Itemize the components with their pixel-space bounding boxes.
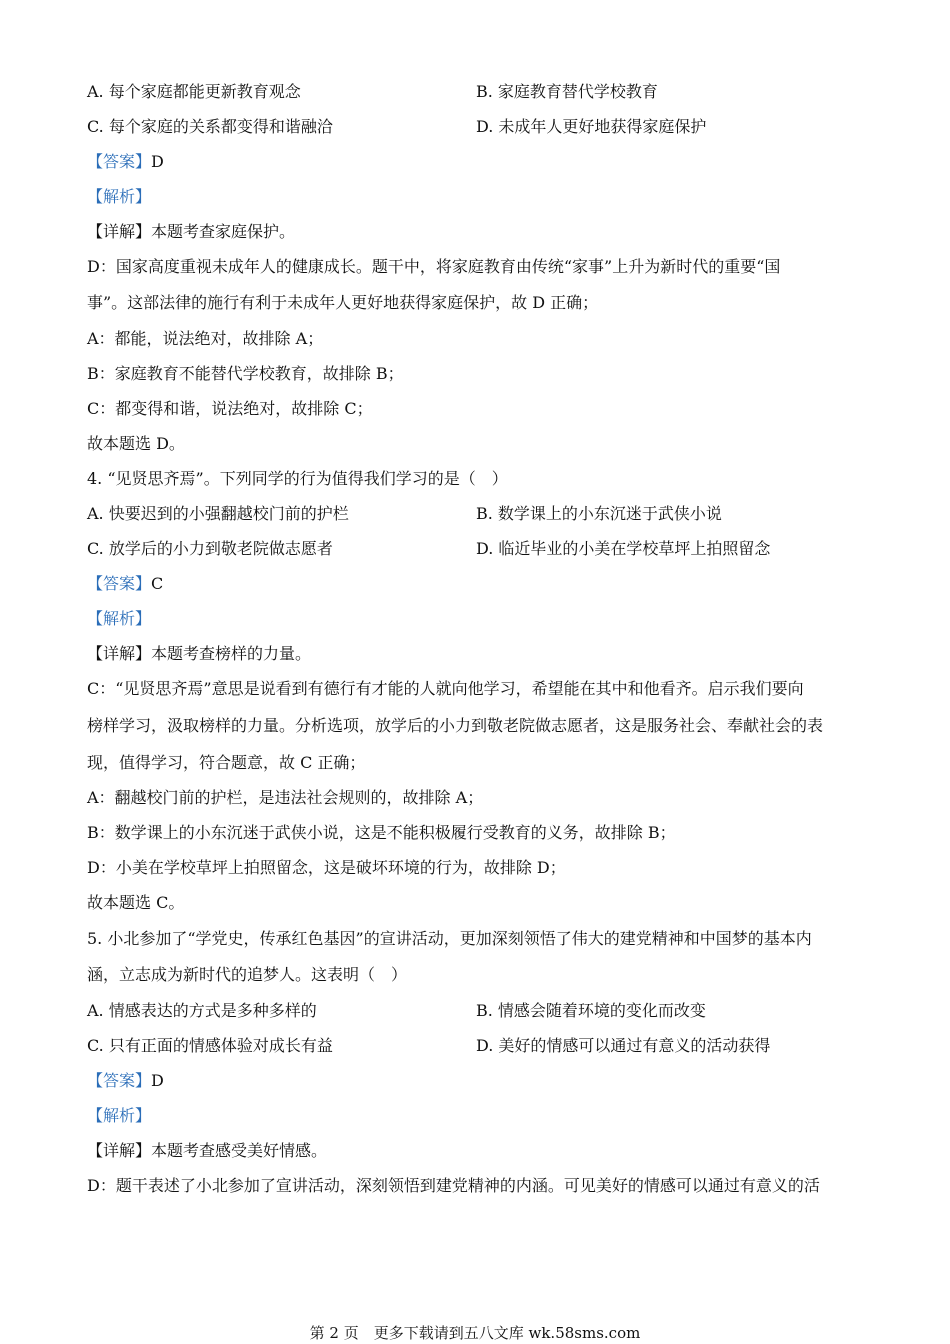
- q4-option-d: D. 临近毕业的小美在学校草坪上拍照留念: [476, 539, 771, 558]
- q3-detail: 【详解】本题考查家庭保护。: [87, 222, 296, 241]
- q3-analysis-label: 【解析】: [87, 187, 152, 206]
- q5-stem-line: 涵，立志成为新时代的追梦人。这表明（ ）: [87, 965, 408, 984]
- q5-answer: [87, 1070, 164, 1092]
- q3-explanation-line: B：家庭教育不能替代学校教育，故排除 B；: [87, 364, 404, 383]
- q3-option-d: D. 未成年人更好地获得家庭保护: [476, 117, 707, 136]
- q3-explanation-line: 故本题选 D。: [87, 434, 185, 453]
- q3-option-a: A. 每个家庭都能更新教育观念: [87, 82, 301, 101]
- q4-option-a: A. 快要迟到的小强翻越校门前的护栏: [87, 504, 349, 523]
- answer-label: 【答案】: [87, 574, 152, 593]
- answer-value: D: [151, 152, 164, 171]
- q3-option-b: B. 家庭教育替代学校教育: [476, 82, 658, 101]
- q4-stem: 4. “见贤思齐焉”。下列同学的行为值得我们学习的是（ ）: [87, 469, 508, 488]
- answer-value: D: [151, 1071, 164, 1090]
- answer-value: C: [151, 574, 164, 593]
- q4-detail: 【详解】本题考查榜样的力量。: [87, 644, 312, 663]
- q5-option-b: B. 情感会随着环境的变化而改变: [476, 1001, 706, 1020]
- q5-option-c: C. 只有正面的情感体验对成长有益: [87, 1036, 333, 1055]
- q5-stem-line: 5. 小北参加了“学党史，传承红色基因”的宣讲活动，更加深刻领悟了伟大的建党精神和中国梦的基本内: [87, 929, 812, 948]
- q4-answer: [87, 573, 163, 595]
- answer-label: 【答案】: [87, 1071, 152, 1090]
- q4-option-b: B. 数学课上的小东沉迷于武侠小说: [476, 504, 722, 523]
- q3-option-c: C. 每个家庭的关系都变得和谐融洽: [87, 117, 333, 136]
- q5-option-a: A. 情感表达的方式是多种多样的: [87, 1001, 317, 1020]
- q4-explanation-line: A：翻越校门前的护栏，是违法社会规则的，故排除 A；: [87, 788, 484, 807]
- q4-explanation-line: B：数学课上的小东沉迷于武侠小说，这是不能积极履行受教育的义务，故排除 B；: [87, 823, 676, 842]
- q5-option-d: D. 美好的情感可以通过有意义的活动获得: [476, 1036, 771, 1055]
- q4-option-c: C. 放学后的小力到敬老院做志愿者: [87, 539, 333, 558]
- q3-explanation-line: C：都变得和谐，说法绝对，故排除 C；: [87, 399, 373, 418]
- q5-analysis-label: 【解析】: [87, 1106, 152, 1125]
- q3-explanation-line: A：都能，说法绝对，故排除 A；: [87, 329, 324, 348]
- q3-explanation-line: 事”。这部法律的施行有利于未成年人更好地获得家庭保护，故 D 正确；: [87, 293, 599, 312]
- q5-explanation-line: D：题干表述了小北参加了宣讲活动，深刻领悟到建党精神的内涵。可见美好的情感可以通过有意义的活: [87, 1176, 820, 1195]
- q3-answer: [87, 151, 164, 173]
- page-footer: 第 2 页 更多下载请到五八文库 wk.58sms.com: [309, 1324, 641, 1342]
- q4-explanation-line: 故本题选 C。: [87, 893, 185, 912]
- q4-analysis-label: 【解析】: [87, 609, 152, 628]
- q4-explanation-line: D：小美在学校草坪上拍照留念，这是破坏环境的行为，故排除 D；: [87, 858, 566, 877]
- q4-explanation-line: 榜样学习，汲取榜样的力量。分析选项，放学后的小力到敬老院做志愿者，这是服务社会、奉献社会的表: [87, 716, 824, 735]
- q4-explanation-line: C：“见贤思齐焉”意思是说看到有德行有才能的人就向他学习，希望能在其中和他看齐。启示我们要向: [87, 679, 804, 698]
- q4-explanation-line: 现，值得学习，符合题意，故 C 正确；: [87, 753, 366, 772]
- answer-label: 【答案】: [87, 152, 152, 171]
- q5-detail: 【详解】本题考查感受美好情感。: [87, 1141, 328, 1160]
- q3-explanation-line: D：国家高度重视未成年人的健康成长。题干中，将家庭教育由传统“家事”上升为新时代的重要“国: [87, 257, 781, 276]
